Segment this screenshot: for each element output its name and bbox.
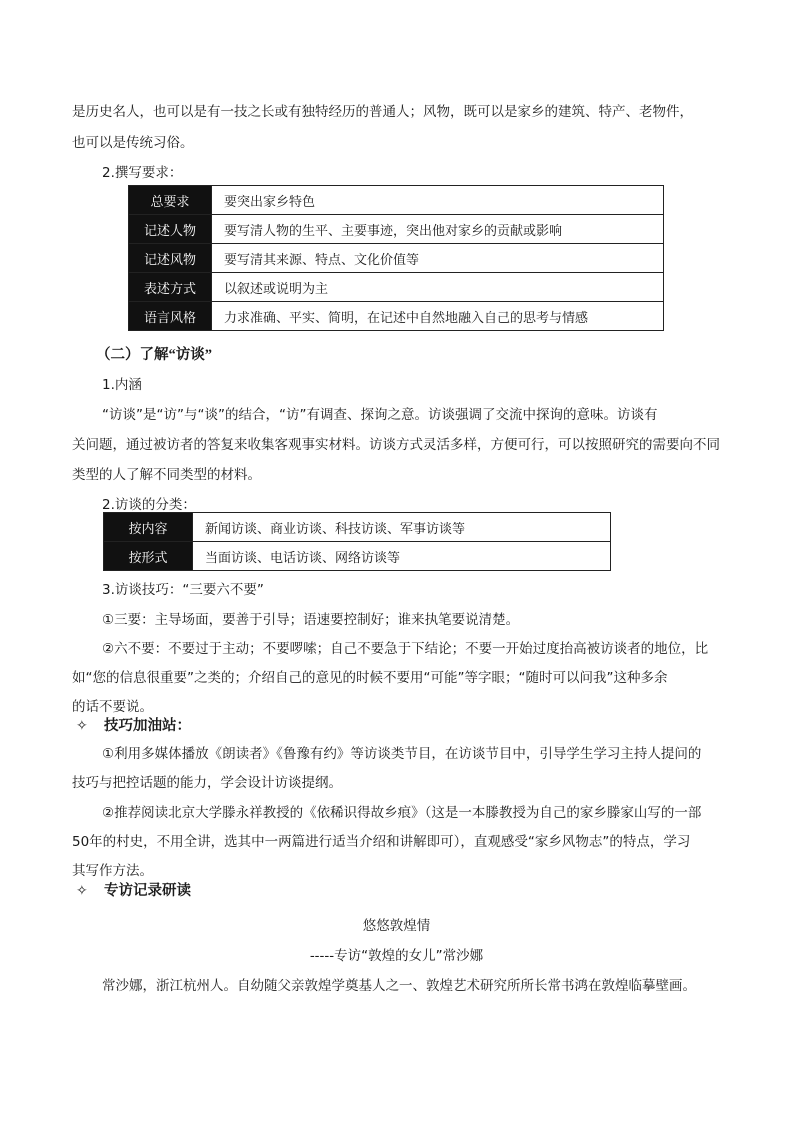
record-title: 专访记录研读	[104, 883, 191, 899]
tips-title: 技巧加油站：	[104, 718, 191, 734]
table-row	[129, 302, 664, 331]
techniques-heading: 3.访谈技巧：“三要六不要”	[102, 582, 264, 598]
table-row	[104, 542, 611, 571]
tip-2-line-2: 50年的村史，不用全讲，选其中一两篇进行适当介绍和讲解即可），直观感受“家乡风物志”的特点，学习	[72, 834, 691, 850]
requirements-heading: 2.撰写要求：	[102, 165, 183, 181]
table-row	[129, 215, 664, 244]
six-donts-line-3: 的话不要说。	[72, 699, 153, 715]
table-key: 记述人物	[129, 215, 212, 244]
intro-line-1: 是历史名人，也可以是有一技之长或有独特经历的普通人；风物，既可以是家乡的建筑、特产、老物件，	[72, 104, 693, 120]
table-value: 要写清其来源、特点、文化价值等	[212, 244, 664, 273]
table-value: 要突出家乡特色	[212, 186, 664, 215]
diamond-star-icon: ✧	[76, 718, 88, 734]
section-title-interview: （二）了解“访谈”	[96, 347, 212, 363]
table-key: 记述风物	[129, 244, 212, 273]
table-row	[129, 273, 664, 302]
table-key: 总要求	[129, 186, 212, 215]
requirements-table	[128, 185, 664, 331]
classification-table	[103, 512, 611, 571]
table-row	[104, 513, 611, 542]
intro-line-2: 也可以是传统习俗。	[72, 135, 194, 151]
classification-heading: 2.访谈的分类：	[102, 497, 196, 513]
tip-2-line-3: 其写作方法。	[72, 863, 153, 879]
article-title: 悠悠敦煌情	[362, 918, 431, 934]
table-row	[129, 244, 664, 273]
six-donts-line-2: 如“您的信息很重要”之类的；介绍自己的意见的时候不要用“可能”等字眼；“随时可以问我”这种多余	[72, 670, 668, 686]
tip-1-line-2: 技巧与把控话题的能力，学会设计访谈提纲。	[72, 775, 342, 791]
table-value: 力求准确、平实、简明，在记述中自然地融入自己的思考与情感	[212, 302, 664, 331]
table-key: 按内容	[104, 513, 193, 542]
table-key: 按形式	[104, 542, 193, 571]
table-value: 要写清人物的生平、主要事迹，突出他对家乡的贡献或影响	[212, 215, 664, 244]
connotation-line-3: 类型的人了解不同类型的材料。	[72, 467, 261, 483]
tip-1-line-1: ①利用多媒体播放《朗读者》《鲁豫有约》等访谈类节目，在访谈节目中，引导学生学习主持人提问的	[102, 746, 702, 762]
table-row	[129, 186, 664, 215]
article-subtitle: -----专访“敦煌的女儿”常沙娜	[309, 948, 484, 964]
table-value: 以叙述或说明为主	[212, 273, 664, 302]
connotation-line-2: 关问题，通过被访者的答复来收集客观事实材料。访谈方式灵活多样，方便可行，可以按照研究的需要向不同	[72, 437, 720, 453]
table-value: 新闻访谈、商业访谈、科技访谈、军事访谈等	[193, 513, 611, 542]
tip-2-line-1: ②推荐阅读北京大学滕永祥教授的《依稀识得故乡痕》（这是一本滕教授为自己的家乡滕家山写的一部	[102, 805, 702, 821]
connotation-heading: 1.内涵	[102, 377, 142, 393]
table-key: 表述方式	[129, 273, 212, 302]
table-key: 语言风格	[129, 302, 212, 331]
connotation-line-1: “访谈”是“访”与“谈”的结合，“访”有调查、探询之意。访谈强调了交流中探询的意味。访谈有	[102, 407, 658, 423]
six-donts-line-1: ②六不要：不要过于主动；不要啰嗦；自己不要急于下结论；不要一开始过度抬高被访谈者的地位，比	[102, 641, 709, 657]
article-first-line: 常沙娜，浙江杭州人。自幼随父亲敦煌学奠基人之一、敦煌艺术研究所所长常书鸿在敦煌临摹壁画。	[102, 978, 696, 994]
diamond-star-icon: ✧	[76, 883, 88, 899]
three-musts: ①三要：主导场面，要善于引导；语速要控制好；谁来执笔要说清楚。	[102, 612, 520, 628]
table-value: 当面访谈、电话访谈、网络访谈等	[193, 542, 611, 571]
